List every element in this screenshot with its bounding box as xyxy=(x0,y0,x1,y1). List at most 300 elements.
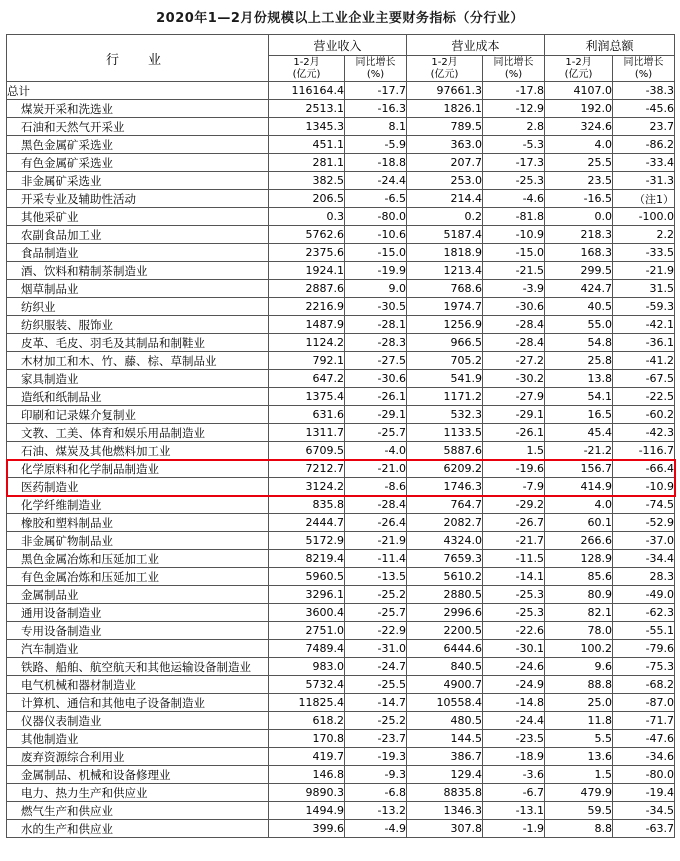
data-cell: -28.4 xyxy=(483,316,545,334)
data-cell: 2880.5 xyxy=(407,586,483,604)
data-cell: 144.5 xyxy=(407,730,483,748)
data-cell: -41.2 xyxy=(613,352,675,370)
column-header-revenue-growth xyxy=(345,56,407,82)
table-row xyxy=(7,262,675,280)
page-title: 2020年1—2月份规模以上工业企业主要财务指标（分行业） xyxy=(156,11,524,26)
data-cell: -59.3 xyxy=(613,298,675,316)
table-row xyxy=(7,82,675,100)
data-cell: 60.1 xyxy=(545,514,613,532)
industry-name-cell: 煤炭开采和洗选业 xyxy=(7,100,269,118)
industry-name-cell: 文教、工美、体育和娱乐用品制造业 xyxy=(7,424,269,442)
industry-name-cell: 仪器仪表制造业 xyxy=(7,712,269,730)
sub-header-line1: 同比增长 xyxy=(493,57,534,69)
data-cell: 0.0 xyxy=(545,208,613,226)
data-cell: -26.7 xyxy=(483,514,545,532)
industry-name-cell: 纺织服装、服饰业 xyxy=(7,316,269,334)
data-cell: -38.3 xyxy=(613,82,675,100)
data-cell: 6209.2 xyxy=(407,460,483,478)
data-cell: -16.5 xyxy=(545,190,613,208)
data-cell: 2444.7 xyxy=(269,514,345,532)
data-cell: -22.5 xyxy=(613,388,675,406)
data-cell: 88.8 xyxy=(545,676,613,694)
data-cell: -16.3 xyxy=(345,100,407,118)
data-cell: -4.9 xyxy=(345,820,407,838)
data-cell: 5762.6 xyxy=(269,226,345,244)
data-cell: -66.4 xyxy=(613,460,675,478)
data-cell: 8835.8 xyxy=(407,784,483,802)
data-cell: 1345.3 xyxy=(269,118,345,136)
data-cell: -36.1 xyxy=(613,334,675,352)
sub-header-line2: (亿元) xyxy=(292,68,321,80)
data-cell: -15.0 xyxy=(345,244,407,262)
data-cell: 7489.4 xyxy=(269,640,345,658)
table-row xyxy=(7,712,675,730)
data-cell: -25.3 xyxy=(483,172,545,190)
industry-name-cell: 金属制品、机械和设备修理业 xyxy=(7,766,269,784)
table-row xyxy=(7,172,675,190)
table-row xyxy=(7,136,675,154)
data-cell: 207.7 xyxy=(407,154,483,172)
sub-header-line1: 1-2月 xyxy=(293,57,320,69)
data-cell: -25.2 xyxy=(345,712,407,730)
data-cell: 1746.3 xyxy=(407,478,483,496)
data-cell: -3.9 xyxy=(483,280,545,298)
table-row xyxy=(7,352,675,370)
data-cell: 2887.6 xyxy=(269,280,345,298)
data-cell: 792.1 xyxy=(269,352,345,370)
table-row xyxy=(7,208,675,226)
data-cell: -37.0 xyxy=(613,532,675,550)
data-cell: 764.7 xyxy=(407,496,483,514)
industry-name-cell: 铁路、船舶、航空航天和其他运输设备制造业 xyxy=(7,658,269,676)
industry-name-cell: 有色金属冶炼和压延加工业 xyxy=(7,568,269,586)
data-cell: -30.6 xyxy=(483,298,545,316)
data-cell: 23.7 xyxy=(613,118,675,136)
column-group-cost: 营业成本 xyxy=(407,35,545,56)
data-cell: -30.6 xyxy=(345,370,407,388)
data-cell: 40.5 xyxy=(545,298,613,316)
industry-name-cell: 废弃资源综合利用业 xyxy=(7,748,269,766)
industry-name-cell: 印刷和记录媒介复制业 xyxy=(7,406,269,424)
data-cell: -28.3 xyxy=(345,334,407,352)
table-row xyxy=(7,730,675,748)
data-cell: 7212.7 xyxy=(269,460,345,478)
table-row xyxy=(7,100,675,118)
data-cell: -21.0 xyxy=(345,460,407,478)
data-cell: 5732.4 xyxy=(269,676,345,694)
data-cell: -19.9 xyxy=(345,262,407,280)
industry-name-cell: 家具制造业 xyxy=(7,370,269,388)
industry-name-cell: 其他采矿业 xyxy=(7,208,269,226)
data-cell: 5610.2 xyxy=(407,568,483,586)
data-cell: 8.1 xyxy=(345,118,407,136)
data-cell: 307.8 xyxy=(407,820,483,838)
table-row xyxy=(7,118,675,136)
data-cell: -10.6 xyxy=(345,226,407,244)
data-cell: -29.1 xyxy=(483,406,545,424)
data-cell: -21.9 xyxy=(613,262,675,280)
data-cell: 2082.7 xyxy=(407,514,483,532)
table-header xyxy=(7,35,675,82)
data-cell: -25.2 xyxy=(345,586,407,604)
industry-name-cell: 医药制造业 xyxy=(7,478,269,496)
data-cell: -27.5 xyxy=(345,352,407,370)
data-cell: 480.5 xyxy=(407,712,483,730)
data-cell: 128.9 xyxy=(545,550,613,568)
data-cell: -4.6 xyxy=(483,190,545,208)
sub-header-line1: 1-2月 xyxy=(431,57,458,69)
table-row xyxy=(7,766,675,784)
table-row xyxy=(7,586,675,604)
data-cell: -27.9 xyxy=(483,388,545,406)
data-cell: 4.0 xyxy=(545,496,613,514)
data-cell: 13.6 xyxy=(545,748,613,766)
data-cell: -63.7 xyxy=(613,820,675,838)
data-cell: 10558.4 xyxy=(407,694,483,712)
column-header-cost-growth xyxy=(483,56,545,82)
data-cell: 1924.1 xyxy=(269,262,345,280)
data-cell: 2.2 xyxy=(613,226,675,244)
data-cell: 218.3 xyxy=(545,226,613,244)
sub-header-line2: (%) xyxy=(504,68,523,80)
data-cell: 59.5 xyxy=(545,802,613,820)
data-cell: -28.4 xyxy=(345,496,407,514)
data-cell: -86.2 xyxy=(613,136,675,154)
data-cell: 4.0 xyxy=(545,136,613,154)
data-cell: 266.6 xyxy=(545,532,613,550)
table-row xyxy=(7,244,675,262)
data-cell: 129.4 xyxy=(407,766,483,784)
data-cell: 5887.6 xyxy=(407,442,483,460)
data-cell: -14.7 xyxy=(345,694,407,712)
data-cell: -3.6 xyxy=(483,766,545,784)
data-cell: -10.9 xyxy=(613,478,675,496)
sub-header-line2: (亿元) xyxy=(564,68,593,80)
data-cell: -21.2 xyxy=(545,442,613,460)
sub-header-line1: 同比增长 xyxy=(355,57,396,69)
data-cell: 1826.1 xyxy=(407,100,483,118)
industry-name-cell: 计算机、通信和其他电子设备制造业 xyxy=(7,694,269,712)
data-cell: 382.5 xyxy=(269,172,345,190)
industry-name-cell: 汽车制造业 xyxy=(7,640,269,658)
data-cell: 6709.5 xyxy=(269,442,345,460)
data-cell: -11.4 xyxy=(345,550,407,568)
data-cell: 253.0 xyxy=(407,172,483,190)
column-group-profit: 利润总额 xyxy=(545,35,675,56)
table-row xyxy=(7,370,675,388)
data-cell: -18.8 xyxy=(345,154,407,172)
data-cell: 324.6 xyxy=(545,118,613,136)
data-cell: -81.8 xyxy=(483,208,545,226)
industry-name-cell: 其他制造业 xyxy=(7,730,269,748)
data-cell: 146.8 xyxy=(269,766,345,784)
industry-name-cell: 皮革、毛皮、羽毛及其制品和制鞋业 xyxy=(7,334,269,352)
data-cell: 168.3 xyxy=(545,244,613,262)
industry-name-cell: 烟草制品业 xyxy=(7,280,269,298)
data-cell: 1487.9 xyxy=(269,316,345,334)
table-body xyxy=(7,82,675,838)
table-row xyxy=(7,496,675,514)
data-cell: 54.1 xyxy=(545,388,613,406)
data-cell: -25.3 xyxy=(483,586,545,604)
data-cell: -33.5 xyxy=(613,244,675,262)
table-row xyxy=(7,532,675,550)
data-cell: 1818.9 xyxy=(407,244,483,262)
data-cell: -42.3 xyxy=(613,424,675,442)
table-row xyxy=(7,154,675,172)
data-cell: 647.2 xyxy=(269,370,345,388)
data-cell: 2375.6 xyxy=(269,244,345,262)
data-cell: 11.8 xyxy=(545,712,613,730)
data-cell: 541.9 xyxy=(407,370,483,388)
data-cell: 281.1 xyxy=(269,154,345,172)
data-cell: -8.6 xyxy=(345,478,407,496)
data-cell: -34.4 xyxy=(613,550,675,568)
table-row xyxy=(7,406,675,424)
data-cell: 1256.9 xyxy=(407,316,483,334)
industry-name-cell: 非金属矿物制品业 xyxy=(7,532,269,550)
industry-name-cell: 石油、煤炭及其他燃料加工业 xyxy=(7,442,269,460)
data-cell: -100.0 xyxy=(613,208,675,226)
data-cell: -13.5 xyxy=(345,568,407,586)
table-row xyxy=(7,514,675,532)
industry-name-cell: 农副食品加工业 xyxy=(7,226,269,244)
data-cell: 1974.7 xyxy=(407,298,483,316)
sub-header-line2: (%) xyxy=(366,68,385,80)
data-cell: -28.4 xyxy=(483,334,545,352)
data-cell: 2.8 xyxy=(483,118,545,136)
data-cell: 386.7 xyxy=(407,748,483,766)
data-cell: 6444.6 xyxy=(407,640,483,658)
table-row xyxy=(7,388,675,406)
data-cell: 8219.4 xyxy=(269,550,345,568)
data-cell: -55.1 xyxy=(613,622,675,640)
industry-name-cell: 酒、饮料和精制茶制造业 xyxy=(7,262,269,280)
data-cell: 16.5 xyxy=(545,406,613,424)
data-cell: 5187.4 xyxy=(407,226,483,244)
data-cell: 299.5 xyxy=(545,262,613,280)
data-cell: 9890.3 xyxy=(269,784,345,802)
sub-header-line1: 同比增长 xyxy=(623,57,664,69)
data-cell: 0.3 xyxy=(269,208,345,226)
data-cell: -13.1 xyxy=(483,802,545,820)
table-row xyxy=(7,676,675,694)
table-row xyxy=(7,820,675,838)
data-cell: 9.0 xyxy=(345,280,407,298)
industry-name-cell: 纺织业 xyxy=(7,298,269,316)
data-cell: -19.6 xyxy=(483,460,545,478)
data-cell: 25.8 xyxy=(545,352,613,370)
data-cell: 2751.0 xyxy=(269,622,345,640)
industry-name-cell: 金属制品业 xyxy=(7,586,269,604)
data-cell: -27.2 xyxy=(483,352,545,370)
data-cell: 966.5 xyxy=(407,334,483,352)
industry-name-cell: 黑色金属冶炼和压延加工业 xyxy=(7,550,269,568)
table-row xyxy=(7,640,675,658)
industry-name-cell: 石油和天然气开采业 xyxy=(7,118,269,136)
data-cell: 2513.1 xyxy=(269,100,345,118)
data-cell: 0.2 xyxy=(407,208,483,226)
data-cell: -31.3 xyxy=(613,172,675,190)
data-cell: -34.5 xyxy=(613,802,675,820)
table-row xyxy=(7,802,675,820)
data-cell: -74.5 xyxy=(613,496,675,514)
table-row xyxy=(7,460,675,478)
data-cell: 532.3 xyxy=(407,406,483,424)
sub-header-line1: 1-2月 xyxy=(565,57,592,69)
data-cell: 451.1 xyxy=(269,136,345,154)
table-row xyxy=(7,442,675,460)
table-row xyxy=(7,478,675,496)
data-cell: -19.3 xyxy=(345,748,407,766)
data-cell: 8.8 xyxy=(545,820,613,838)
data-cell: -18.9 xyxy=(483,748,545,766)
table-row xyxy=(7,568,675,586)
data-cell: 45.4 xyxy=(545,424,613,442)
data-cell: 23.5 xyxy=(545,172,613,190)
data-cell: 5960.5 xyxy=(269,568,345,586)
data-cell: 2996.6 xyxy=(407,604,483,622)
data-cell: 705.2 xyxy=(407,352,483,370)
data-cell: -11.5 xyxy=(483,550,545,568)
data-cell: -17.3 xyxy=(483,154,545,172)
industry-name-cell: 橡胶和塑料制品业 xyxy=(7,514,269,532)
data-cell: -12.9 xyxy=(483,100,545,118)
data-cell: -26.1 xyxy=(483,424,545,442)
data-cell: -24.4 xyxy=(483,712,545,730)
data-cell: -68.2 xyxy=(613,676,675,694)
data-cell: 85.6 xyxy=(545,568,613,586)
data-cell: -29.2 xyxy=(483,496,545,514)
data-cell: 1346.3 xyxy=(407,802,483,820)
data-cell: -75.3 xyxy=(613,658,675,676)
data-cell: -25.5 xyxy=(345,676,407,694)
data-cell: -25.7 xyxy=(345,604,407,622)
data-cell: -62.3 xyxy=(613,604,675,622)
data-cell: -42.1 xyxy=(613,316,675,334)
data-cell: 1213.4 xyxy=(407,262,483,280)
industry-name-cell: 电力、热力生产和供应业 xyxy=(7,784,269,802)
data-cell: -45.6 xyxy=(613,100,675,118)
data-cell: -116.7 xyxy=(613,442,675,460)
data-cell: -24.9 xyxy=(483,676,545,694)
financial-indicators-table xyxy=(6,34,675,838)
table-row xyxy=(7,424,675,442)
table-row xyxy=(7,334,675,352)
data-cell: -71.7 xyxy=(613,712,675,730)
data-cell: -22.9 xyxy=(345,622,407,640)
industry-name-cell: 燃气生产和供应业 xyxy=(7,802,269,820)
industry-name-cell: 有色金属矿采选业 xyxy=(7,154,269,172)
data-cell: 479.9 xyxy=(545,784,613,802)
data-cell: 25.0 xyxy=(545,694,613,712)
data-cell: 789.5 xyxy=(407,118,483,136)
industry-name-cell: 造纸和纸制品业 xyxy=(7,388,269,406)
data-cell: -1.9 xyxy=(483,820,545,838)
data-cell: 11825.4 xyxy=(269,694,345,712)
data-cell: -30.2 xyxy=(483,370,545,388)
column-header-profit-growth xyxy=(613,56,675,82)
data-cell: -17.8 xyxy=(483,82,545,100)
data-cell: 80.9 xyxy=(545,586,613,604)
data-cell: -87.0 xyxy=(613,694,675,712)
data-cell: 25.5 xyxy=(545,154,613,172)
data-cell: -6.7 xyxy=(483,784,545,802)
data-cell: -79.6 xyxy=(613,640,675,658)
data-cell: -9.3 xyxy=(345,766,407,784)
data-cell: -5.9 xyxy=(345,136,407,154)
column-group-revenue: 营业收入 xyxy=(269,35,407,56)
data-cell: -7.9 xyxy=(483,478,545,496)
data-cell: -30.5 xyxy=(345,298,407,316)
data-cell: -14.1 xyxy=(483,568,545,586)
data-cell: 1171.2 xyxy=(407,388,483,406)
data-cell: -24.4 xyxy=(345,172,407,190)
data-cell: 983.0 xyxy=(269,658,345,676)
data-cell: -25.7 xyxy=(345,424,407,442)
data-cell: 31.5 xyxy=(613,280,675,298)
industry-name-cell: 水的生产和供应业 xyxy=(7,820,269,838)
industry-name-cell: 开采专业及辅助性活动 xyxy=(7,190,269,208)
data-cell: 618.2 xyxy=(269,712,345,730)
industry-name-cell: 木材加工和木、竹、藤、棕、草制品业 xyxy=(7,352,269,370)
data-cell: 4107.0 xyxy=(545,82,613,100)
data-cell: -29.1 xyxy=(345,406,407,424)
data-cell: 170.8 xyxy=(269,730,345,748)
data-cell: -21.9 xyxy=(345,532,407,550)
data-cell: -31.0 xyxy=(345,640,407,658)
table-row xyxy=(7,622,675,640)
data-cell: 4900.7 xyxy=(407,676,483,694)
data-cell: -67.5 xyxy=(613,370,675,388)
data-cell: 100.2 xyxy=(545,640,613,658)
table-row xyxy=(7,694,675,712)
data-cell: -23.7 xyxy=(345,730,407,748)
data-cell: 1375.4 xyxy=(269,388,345,406)
industry-name-cell: 电气机械和器材制造业 xyxy=(7,676,269,694)
data-cell: 3124.2 xyxy=(269,478,345,496)
data-cell: 1311.7 xyxy=(269,424,345,442)
data-cell: 82.1 xyxy=(545,604,613,622)
data-cell: -34.6 xyxy=(613,748,675,766)
sub-header-line2: (%) xyxy=(634,68,653,80)
data-cell: -4.0 xyxy=(345,442,407,460)
data-cell: -14.8 xyxy=(483,694,545,712)
data-cell: 156.7 xyxy=(545,460,613,478)
data-cell: 116164.4 xyxy=(269,82,345,100)
data-cell: 192.0 xyxy=(545,100,613,118)
table-row xyxy=(7,748,675,766)
column-header-revenue-value xyxy=(269,56,345,82)
industry-name-cell: 非金属矿采选业 xyxy=(7,172,269,190)
data-cell: -49.0 xyxy=(613,586,675,604)
industry-name-cell: 黑色金属矿采选业 xyxy=(7,136,269,154)
data-cell: -26.4 xyxy=(345,514,407,532)
table-row xyxy=(7,550,675,568)
data-cell: -13.2 xyxy=(345,802,407,820)
data-cell: -15.0 xyxy=(483,244,545,262)
column-header-cost-value xyxy=(407,56,483,82)
table-row xyxy=(7,316,675,334)
table-row xyxy=(7,784,675,802)
column-header-profit-value xyxy=(545,56,613,82)
industry-name-cell: 化学原料和化学制品制造业 xyxy=(7,460,269,478)
data-cell: （注1） xyxy=(613,190,675,208)
data-cell: 2216.9 xyxy=(269,298,345,316)
data-cell: -30.1 xyxy=(483,640,545,658)
data-cell: -23.5 xyxy=(483,730,545,748)
industry-name-cell: 食品制造业 xyxy=(7,244,269,262)
